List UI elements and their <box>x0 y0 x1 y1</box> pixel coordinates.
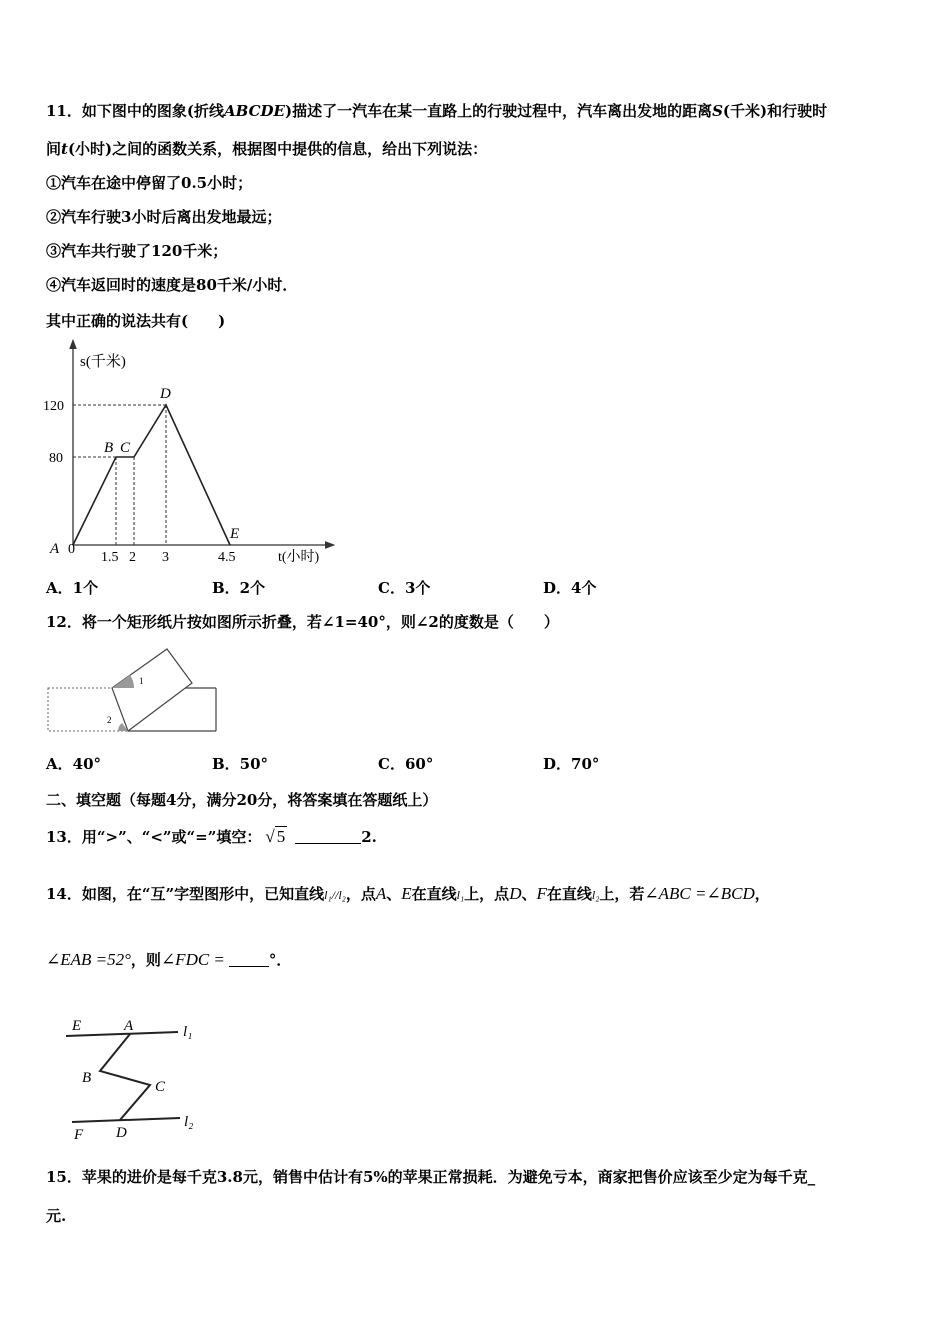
q11-var-s: S <box>712 102 723 120</box>
q11-question: 其中正确的说法共有( ) <box>46 312 226 330</box>
q14-point-f: F <box>536 884 547 903</box>
fig-label-b: B <box>82 1070 92 1086</box>
line-l1 <box>66 1032 178 1036</box>
q14-suffix: °． <box>268 951 292 969</box>
q14-text: ，点 <box>345 885 376 903</box>
q11-option-b[interactable]: B．2个 <box>212 579 266 597</box>
fig-label-l1: l₁ <box>183 1024 193 1040</box>
q14-given-angle: ∠EAB =52° <box>46 950 131 969</box>
q12-option-d[interactable]: D．70° <box>543 755 600 773</box>
angle-2-label: 2 <box>107 715 112 725</box>
q11-statement-3: ③汽车共行驶了120千米； <box>46 242 228 260</box>
q14-text: ， <box>754 885 770 903</box>
q11-statement-4: ④汽车返回时的速度是80千米/小时． <box>46 276 298 294</box>
fig-label-c: C <box>155 1079 166 1095</box>
x-tick-4.5: 4.5 <box>218 550 236 565</box>
point-a-label: A <box>50 541 60 557</box>
q11-polyline-name: ABCDE <box>223 102 285 120</box>
q15-line-1: 15．苹果的进价是每千克3.8元，销售中估计有5%的苹果正常损耗．为避免亏本，商家把售价应该至少定为每千克_ <box>46 1168 816 1186</box>
point-b-label: B <box>104 440 114 456</box>
q14-sep: 、 <box>521 885 537 903</box>
q14-text: 在直线 <box>411 885 457 903</box>
q14-condition: ∠ABC =∠BCD <box>644 884 755 903</box>
q11-option-c[interactable]: C．3个 <box>378 579 431 597</box>
line-l2 <box>72 1118 180 1122</box>
point-e-label: E <box>230 526 240 542</box>
q11-option-d[interactable]: D．4个 <box>543 579 597 597</box>
q14-sep: 、 <box>386 885 402 903</box>
q11-option-a[interactable]: A．1个 <box>46 579 99 597</box>
q12-option-c[interactable]: C．60° <box>378 755 434 773</box>
q11-text: 间 <box>46 140 62 158</box>
q14-parallel: l₁//l₂ <box>324 888 346 902</box>
fig-label-f: F <box>74 1127 84 1143</box>
q11-text: (千米)和行驶时 <box>722 102 828 120</box>
q14-line-l1: l₁ <box>456 888 465 902</box>
q12-text: 12．将一个矩形纸片按如图所示折叠，若∠1=40°，则∠2的度数是（ ） <box>46 613 559 631</box>
q11-statement-1: ①汽车在途中停留了0.5小时； <box>46 174 253 192</box>
q14-target-angle: ∠FDC = <box>160 950 225 969</box>
q11-text: (小时)之间的函数关系，根据图中提供的信息，给出下列说法： <box>67 140 488 158</box>
q12-option-a[interactable]: A．40° <box>46 755 102 773</box>
q13-radicand: 5 <box>276 827 286 846</box>
point-d-label: D <box>160 386 171 402</box>
q14-point-e: E <box>401 884 412 903</box>
q14-text: 14．如图，在“互”字型图形中，已知直线 <box>46 885 325 903</box>
q14-text: 在直线 <box>546 885 592 903</box>
q13-suffix: 2. <box>361 828 377 846</box>
q14-text: 上，点 <box>464 885 510 903</box>
section-2-heading: 二、填空题（每题4分，满分20分，将答案填在答题纸上） <box>46 791 438 809</box>
x-tick-2: 2 <box>129 550 136 565</box>
angle-1-label: 1 <box>139 676 144 686</box>
q12-option-b[interactable]: B．50° <box>212 755 269 773</box>
fig-label-a: A <box>124 1018 134 1034</box>
q11-text: )描述了一汽车在某一直路上的行驶过程中，汽车离出发地的距离 <box>284 102 713 120</box>
q14-text: ，则 <box>130 951 161 969</box>
x-tick-3: 3 <box>162 550 169 565</box>
q14-line-l2: l₂ <box>591 888 600 902</box>
q11-var-t: t <box>61 140 68 158</box>
zigzag-abcd <box>100 1034 150 1120</box>
fig-label-e: E <box>72 1018 82 1034</box>
y-axis-label: s(千米) <box>80 354 126 370</box>
q11-statement-2: ②汽车行驶3小时后离出发地最远； <box>46 208 282 226</box>
q14-point-d: D <box>509 884 522 903</box>
sqrt-sign-icon: √ 5 <box>265 827 286 846</box>
q11-text: 11．如下图中的图象(折线 <box>46 102 224 120</box>
point-c-label: C <box>120 440 131 456</box>
q14-text: 上，若 <box>599 885 645 903</box>
fig-label-l2: l₂ <box>184 1114 194 1130</box>
y-tick-120: 120 <box>43 399 64 414</box>
x-tick-0: 0 <box>68 542 75 557</box>
q15-line-2: 元. <box>46 1207 67 1225</box>
x-axis-label: t(小时) <box>278 550 320 565</box>
fig-label-d: D <box>116 1125 127 1141</box>
y-tick-80: 80 <box>49 451 63 466</box>
x-tick-1.5: 1.5 <box>101 550 119 565</box>
q13-text: 13．用“>”、“<”或“=”填空： <box>46 828 262 846</box>
q14-point-a: A <box>375 884 387 903</box>
